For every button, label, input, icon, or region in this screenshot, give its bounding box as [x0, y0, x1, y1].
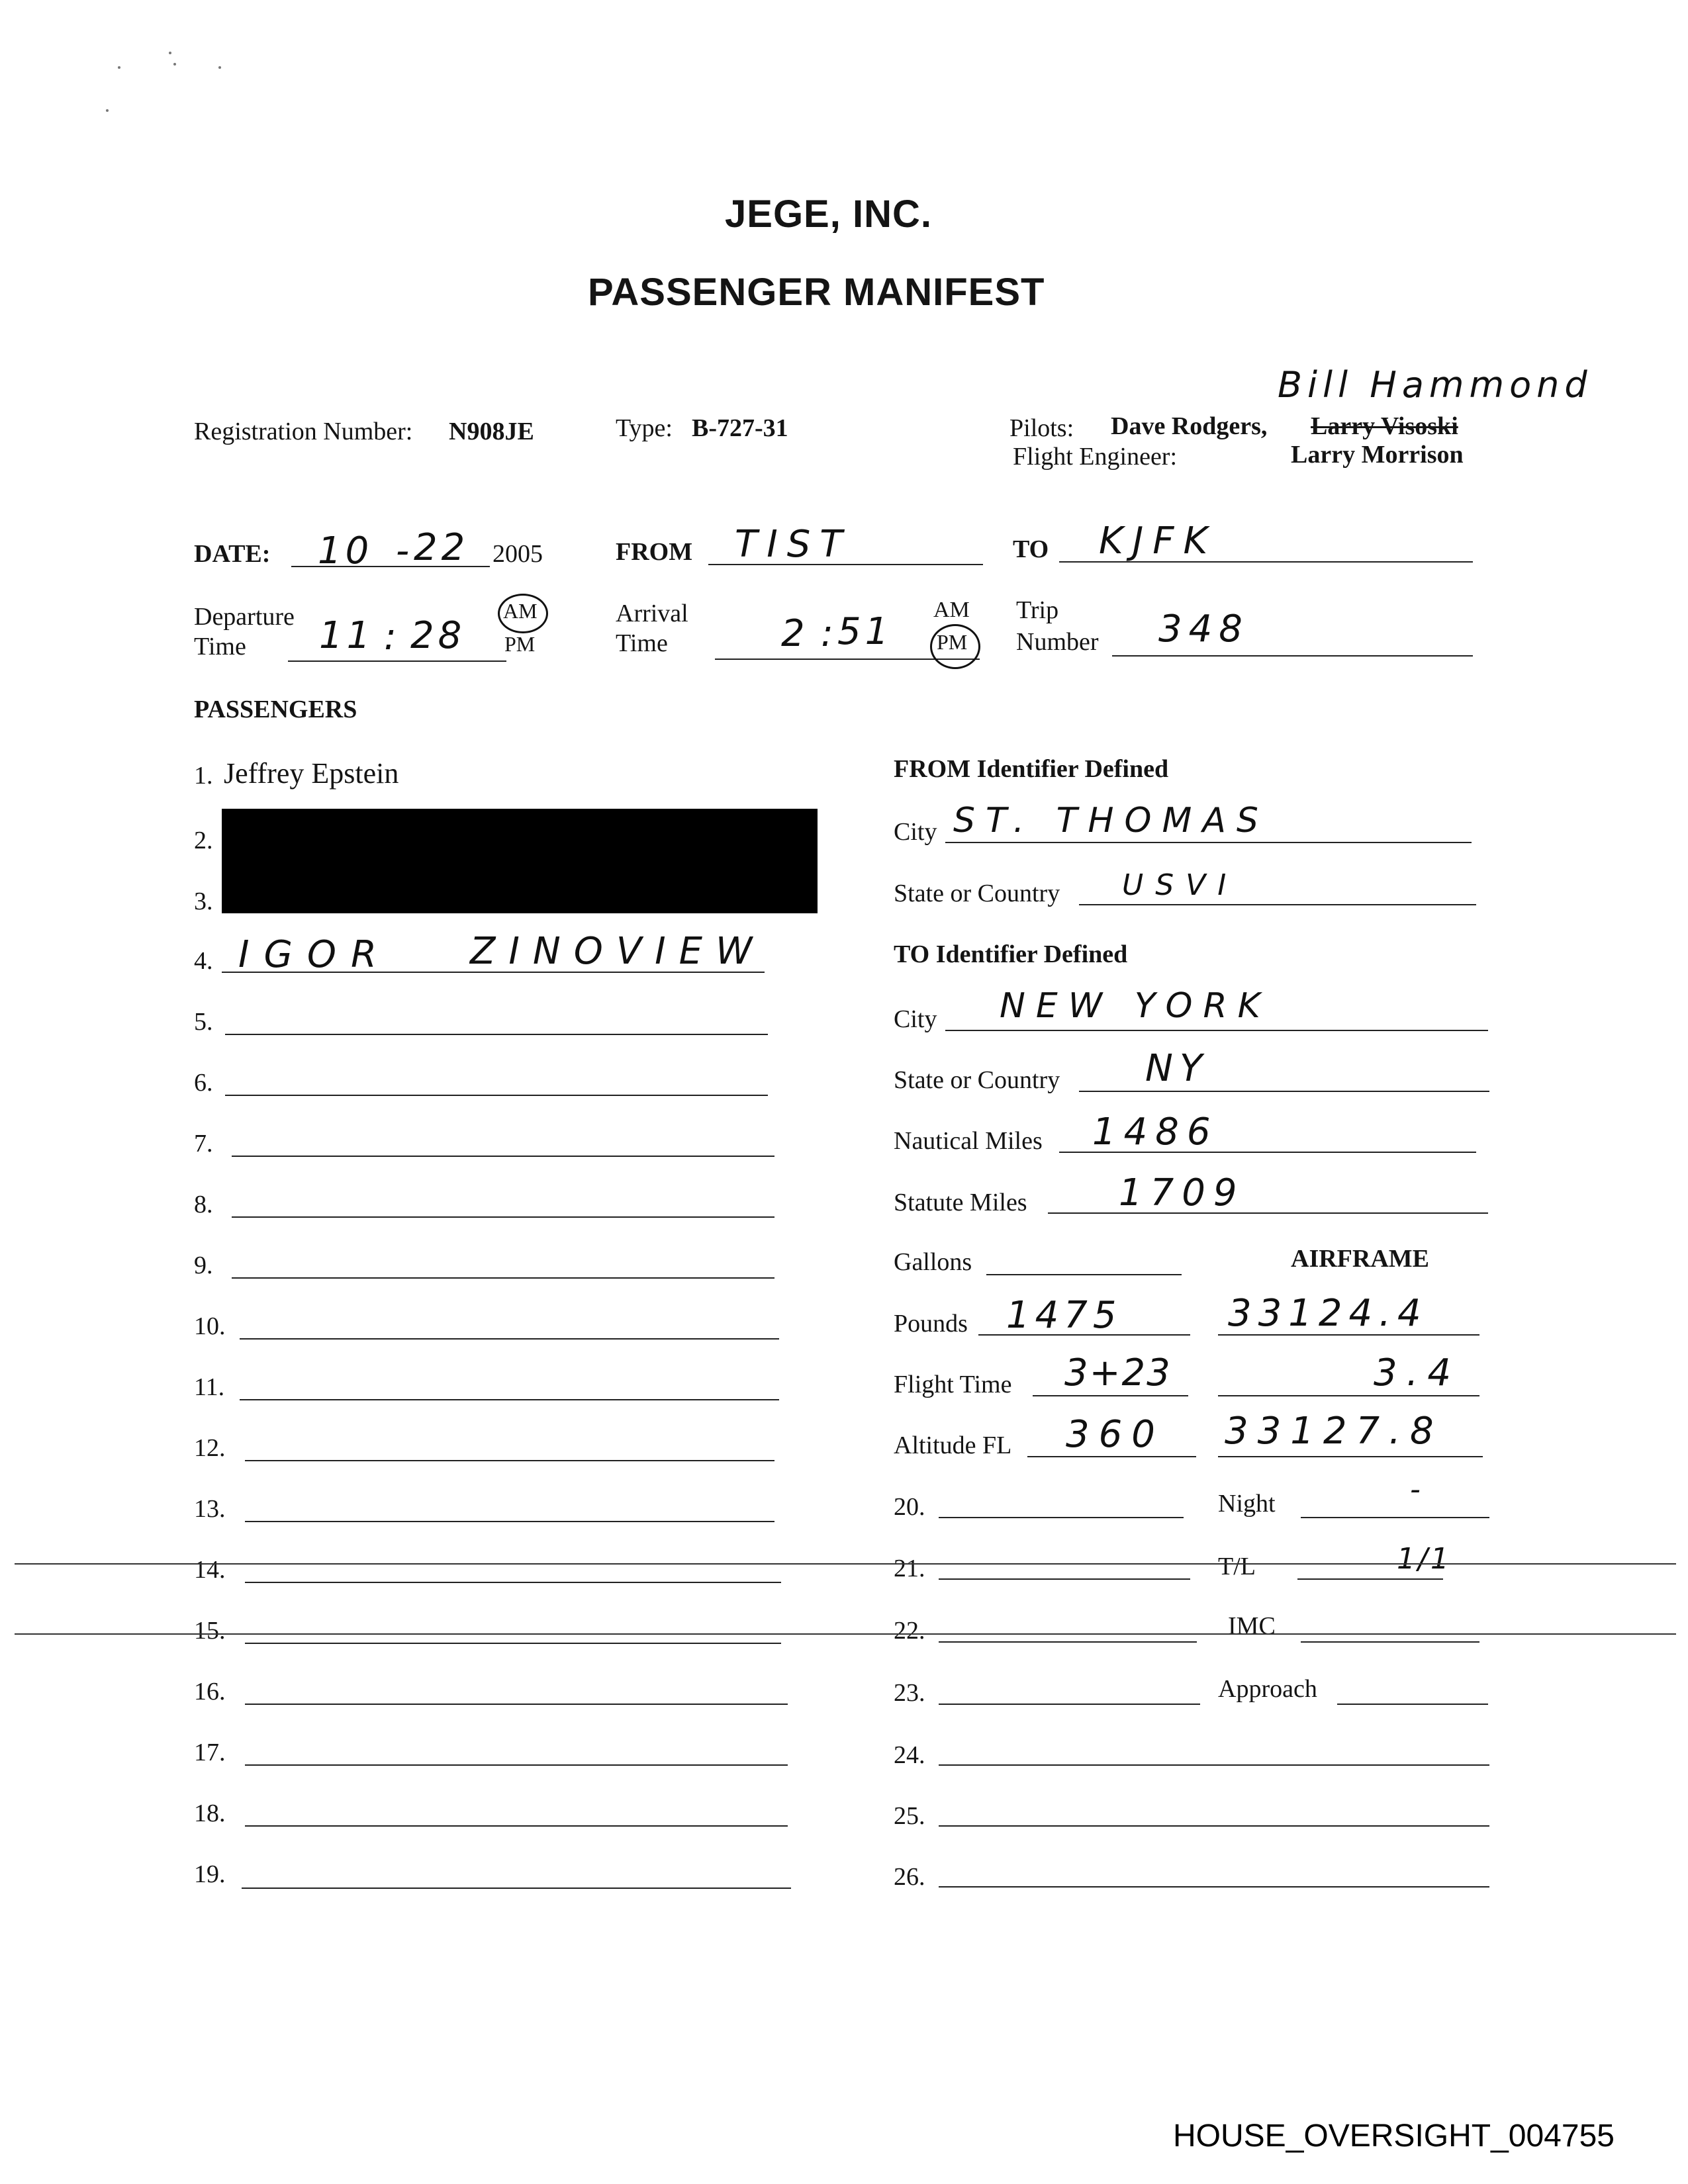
passenger-number: 15. [194, 1617, 226, 1645]
from-value: TIST [735, 523, 852, 566]
pilots-label: Pilots: [1009, 414, 1074, 442]
passenger-number: 18. [194, 1799, 226, 1827]
altitude-value: 360 [1066, 1413, 1164, 1456]
airframe-altitude-value: 33127.8 [1225, 1410, 1443, 1453]
from-city-line [945, 842, 1472, 843]
passenger-name: ZINOVIEW [470, 930, 766, 973]
arrival-hour: 2 [781, 612, 809, 655]
to-state-value: NY [1145, 1047, 1209, 1090]
pilot-2-handwritten: Bill Hammond [1278, 364, 1593, 406]
from-label: FROM [616, 538, 693, 566]
from-state-label: State or Country [894, 880, 1060, 907]
to-state-label: State or Country [894, 1066, 1060, 1094]
type-value: B-727-31 [692, 414, 788, 442]
departure-line [288, 660, 506, 662]
row-number: 26. [894, 1863, 925, 1891]
arrival-am: AM [933, 598, 970, 622]
scan-speck [173, 63, 176, 66]
statute-line [1048, 1212, 1488, 1214]
passenger-line [245, 1521, 774, 1522]
date-day: 22 [414, 526, 469, 569]
passenger-line [225, 1034, 768, 1035]
row-line [939, 1578, 1190, 1580]
arrival-min: 51 [837, 610, 893, 653]
passenger-line [240, 1338, 779, 1340]
tl-value: 1/1 [1397, 1542, 1452, 1576]
to-city-value: NEW YORK [1000, 986, 1271, 1026]
departure-label-2: Time [194, 633, 246, 660]
airframe-heading: AIRFRAME [1291, 1245, 1429, 1273]
bates-number: HOUSE_OVERSIGHT_004755 [1173, 2118, 1615, 2154]
passenger-number: 3. [194, 887, 213, 915]
trip-label-1: Trip [1016, 596, 1059, 624]
passenger-line [240, 1399, 779, 1400]
passenger-line [242, 1888, 791, 1889]
departure-min: 28 [410, 614, 466, 657]
nautical-value: 1486 [1092, 1111, 1219, 1154]
registration-value: N908JE [449, 418, 534, 445]
passenger-number: 2. [194, 827, 213, 854]
horizontal-rule [15, 1633, 1676, 1635]
passenger-number: 11. [194, 1373, 225, 1401]
to-city-label: City [894, 1005, 937, 1033]
departure-am-circle [498, 594, 548, 633]
passenger-number: 6. [194, 1069, 213, 1097]
flight-time-label: Flight Time [894, 1371, 1012, 1398]
row-line [939, 1825, 1489, 1827]
passenger-number: 7. [194, 1130, 213, 1158]
arrival-label-2: Time [616, 629, 668, 657]
tl-label: T/L [1218, 1553, 1256, 1580]
departure-hour: 11 [319, 614, 375, 657]
passenger-line [232, 1277, 774, 1279]
airframe-altitude-line [1218, 1456, 1483, 1457]
arrival-colon: : [821, 612, 843, 655]
arrival-label-1: Arrival [616, 600, 688, 627]
passenger-number: 5. [194, 1008, 213, 1036]
engineer-value: Larry Morrison [1291, 441, 1464, 469]
from-city-value: ST. THOMAS [953, 801, 1269, 841]
scan-speck [169, 52, 171, 54]
scan-speck [118, 66, 120, 69]
pounds-value: 1475 [1006, 1294, 1122, 1337]
gallons-line [986, 1274, 1182, 1275]
gallons-label: Gallons [894, 1248, 972, 1276]
row-number: 24. [894, 1741, 925, 1769]
row-line [939, 1517, 1184, 1518]
row-line [939, 1704, 1200, 1705]
pounds-label: Pounds [894, 1310, 968, 1338]
passenger-line [245, 1764, 788, 1766]
departure-am: AM [503, 599, 538, 623]
airframe-pounds-value: 33124.4 [1228, 1292, 1428, 1335]
night-line [1301, 1517, 1489, 1518]
passenger-line [225, 1095, 768, 1096]
approach-label: Approach [1218, 1675, 1317, 1703]
passenger-line [232, 1216, 774, 1218]
date-label: DATE: [194, 540, 271, 568]
type-label: Type: [616, 414, 673, 442]
registration-label: Registration Number: [194, 418, 413, 445]
passenger-line [245, 1582, 781, 1583]
trip-value: 348 [1158, 608, 1249, 651]
statute-value: 1709 [1119, 1171, 1245, 1214]
from-city-label: City [894, 818, 937, 846]
passenger-number: 17. [194, 1739, 226, 1766]
engineer-label: Flight Engineer: [1013, 443, 1178, 471]
statute-label: Statute Miles [894, 1189, 1027, 1216]
passenger-line [245, 1825, 788, 1827]
imc-label: IMC [1228, 1612, 1276, 1640]
to-city-line [945, 1030, 1488, 1031]
trip-label-2: Number [1016, 628, 1099, 656]
passenger-number: 10. [194, 1312, 226, 1340]
row-number: 23. [894, 1679, 925, 1707]
from-state-line [1079, 904, 1476, 905]
document-title: PASSENGER MANIFEST [588, 271, 1045, 314]
passenger-number: 1. [194, 762, 213, 790]
departure-colon: : [384, 615, 406, 659]
passenger-line [245, 1704, 788, 1705]
horizontal-rule [15, 1563, 1676, 1565]
altitude-label: Altitude FL [894, 1432, 1012, 1459]
passenger-name: IGOR [238, 933, 391, 976]
scan-speck [106, 109, 109, 112]
row-line [939, 1886, 1489, 1888]
to-identifier-heading: TO Identifier Defined [894, 940, 1128, 968]
nautical-label: Nautical Miles [894, 1127, 1043, 1155]
scan-speck [218, 66, 221, 69]
row-line [939, 1764, 1489, 1766]
to-value: KJFK [1099, 520, 1217, 563]
passenger-line [245, 1460, 774, 1461]
departure-pm: PM [504, 632, 536, 656]
approach-line [1337, 1704, 1488, 1705]
passenger-number: 8. [194, 1191, 213, 1218]
from-state-value: USVI [1122, 868, 1239, 902]
to-label: TO [1013, 535, 1049, 563]
pilot-1: Dave Rodgers, [1111, 412, 1268, 440]
passengers-heading: PASSENGERS [194, 696, 357, 723]
passenger-number: 12. [194, 1434, 226, 1462]
passenger-number: 19. [194, 1860, 226, 1888]
from-identifier-heading: FROM Identifier Defined [894, 755, 1169, 783]
pilot-2-struck: Larry Visoski [1311, 412, 1458, 440]
to-state-line [1079, 1091, 1489, 1092]
trip-line [1112, 655, 1473, 657]
passenger-number: 13. [194, 1495, 226, 1523]
passenger-number: 14. [194, 1556, 226, 1584]
row-number: 21. [894, 1555, 925, 1582]
row-number: 20. [894, 1493, 925, 1521]
night-value: - [1410, 1473, 1425, 1506]
passenger-line [232, 1156, 774, 1157]
arrival-pm: PM [937, 630, 968, 654]
date-dash: - [396, 529, 419, 572]
arrival-pm-circle [930, 624, 980, 669]
passenger-line [245, 1643, 781, 1644]
passenger-number: 4. [194, 947, 213, 975]
company-name: JEGE, INC. [725, 193, 932, 236]
night-label: Night [1218, 1490, 1276, 1518]
tl-line [1297, 1578, 1443, 1580]
airframe-flight-time-line [1218, 1395, 1479, 1396]
row-number: 22. [894, 1617, 925, 1645]
date-year: 2005 [492, 540, 543, 568]
altitude-line [1027, 1456, 1196, 1457]
passenger-name: Jeffrey Epstein [224, 757, 399, 790]
imc-line [1301, 1641, 1479, 1643]
passenger-number: 9. [194, 1251, 213, 1279]
flight-time-line [1033, 1395, 1188, 1396]
airframe-flight-time-value: 3.4 [1374, 1351, 1461, 1394]
departure-label-1: Departure [194, 603, 295, 631]
date-month: 10 [318, 529, 373, 572]
row-number: 25. [894, 1802, 925, 1830]
redaction-block [222, 809, 818, 913]
row-line [939, 1641, 1197, 1643]
passenger-number: 16. [194, 1678, 226, 1706]
flight-time-value: 3+23 [1064, 1351, 1172, 1394]
